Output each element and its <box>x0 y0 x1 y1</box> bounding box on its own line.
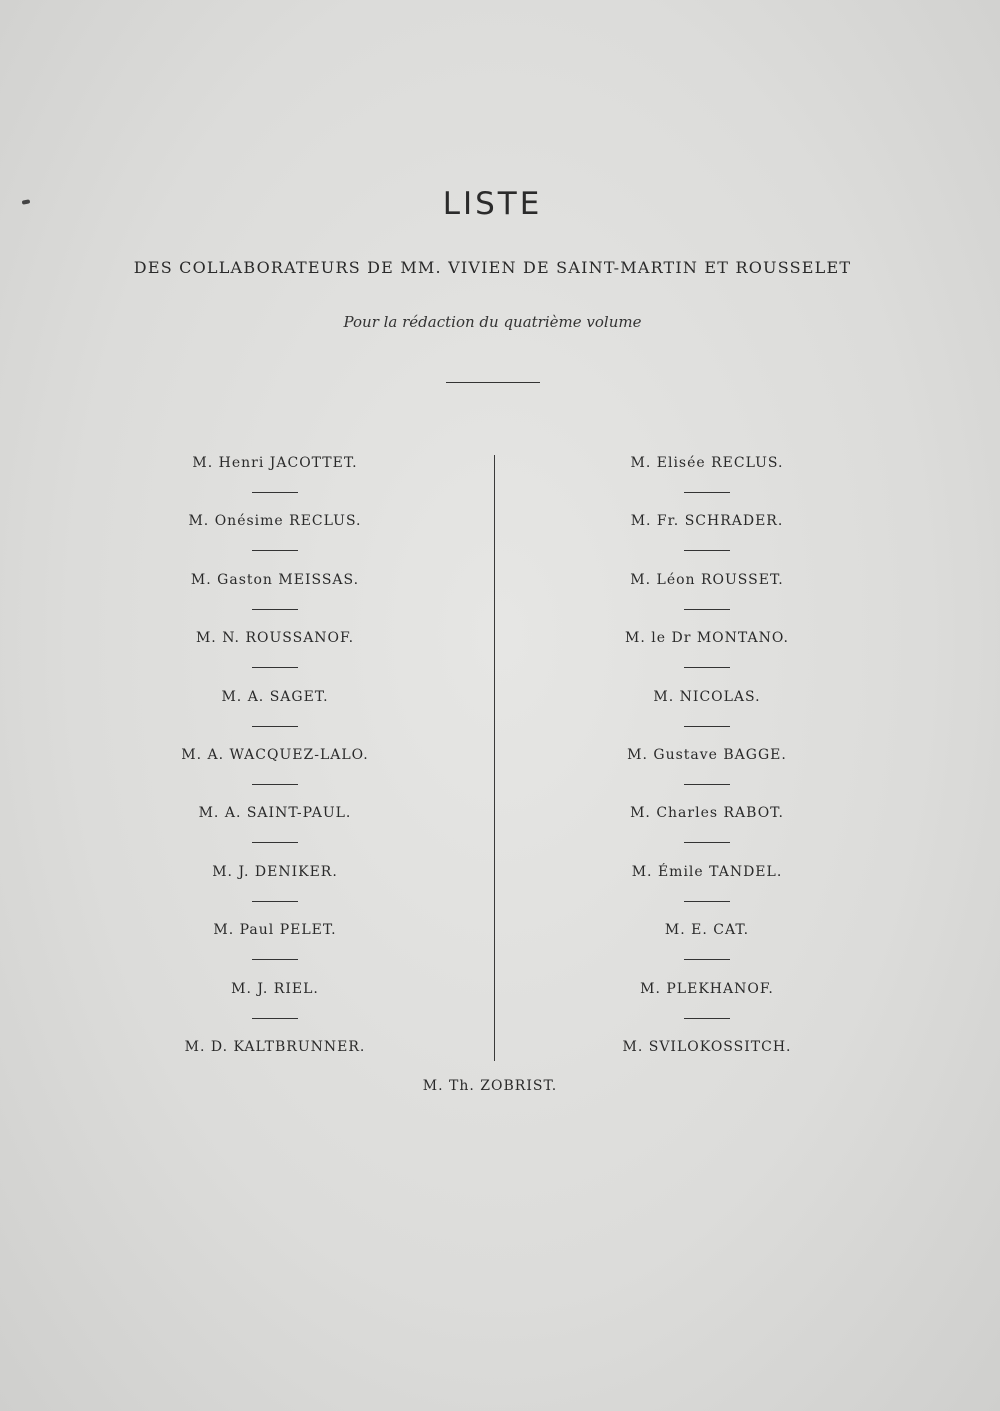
collaborator-name: M. Gustave BAGGE. <box>627 746 787 763</box>
collaborator-name: M. A. SAINT-PAUL. <box>198 805 352 822</box>
entry-separator <box>684 901 730 902</box>
collaborator-name: M. PLEKHANOF. <box>640 980 774 997</box>
entry-separator <box>252 784 298 785</box>
collaborator-name: M. J. DENIKER. <box>212 863 338 880</box>
collaborator-entry <box>160 686 390 744</box>
final-collaborator: M. Th. ZOBRIST. <box>422 1078 558 1094</box>
entry-separator <box>684 667 730 668</box>
right-column <box>592 452 822 1094</box>
collaborator-entry <box>592 978 822 1036</box>
collaborator-entry <box>592 452 822 510</box>
title-rule <box>446 382 540 383</box>
collaborator-entry <box>160 452 390 510</box>
collaborator-entry <box>592 744 822 802</box>
collaborator-entry <box>160 978 390 1036</box>
entry-separator <box>684 784 730 785</box>
collaborator-name: M. Léon ROUSSET. <box>630 571 784 588</box>
collaborator-name: M. A. WACQUEZ-LALO. <box>181 746 369 763</box>
collaborator-name: M. N. ROUSSANOF. <box>195 630 355 647</box>
entry-separator <box>684 1018 730 1019</box>
collaborator-name: M. Onésime RECLUS. <box>188 513 362 530</box>
page-subtitle: DES COLLABORATEURS DE MM. VIVIEN DE SAINT-MARTIN ET ROUSSELET <box>133 258 852 277</box>
entry-separator <box>684 842 730 843</box>
entry-separator <box>252 550 298 551</box>
entry-separator <box>684 726 730 727</box>
collaborator-name: M. Paul PELET. <box>213 922 337 939</box>
collaborator-entry <box>160 861 390 919</box>
entry-separator <box>252 492 298 493</box>
collaborator-name: M. Fr. SCHRADER. <box>630 513 784 530</box>
collaborator-name: M. J. RIEL. <box>231 980 319 997</box>
column-divider <box>494 455 495 1061</box>
collaborator-entry <box>160 744 390 802</box>
entry-separator <box>252 667 298 668</box>
entry-separator <box>252 609 298 610</box>
entry-separator <box>684 959 730 960</box>
entry-separator <box>252 1018 298 1019</box>
page-title: LISTE <box>442 186 543 222</box>
collaborator-entry <box>160 802 390 860</box>
collaborator-entry <box>592 569 822 627</box>
collaborator-entry <box>592 1036 822 1094</box>
collaborator-entry <box>160 627 390 685</box>
collaborator-entry <box>160 510 390 568</box>
collaborator-name: M. E. CAT. <box>664 922 750 939</box>
collaborator-name: M. Charles RABOT. <box>630 805 784 822</box>
collaborator-entry <box>592 861 822 919</box>
entry-separator <box>684 492 730 493</box>
collaborator-name: M. Elisée RECLUS. <box>630 455 784 471</box>
collaborator-entry <box>592 919 822 977</box>
collaborator-entry <box>160 1036 390 1094</box>
collaborator-name: M. le Dr MONTANO. <box>625 630 789 647</box>
left-column <box>160 452 390 1094</box>
collaborator-name: M. Émile TANDEL. <box>631 863 783 880</box>
volume-note: Pour la rédaction du quatrième volume <box>343 313 642 331</box>
entry-separator <box>252 726 298 727</box>
collaborator-name: M. SVILOKOSSITCH. <box>622 1038 792 1055</box>
collaborator-entry <box>592 802 822 860</box>
entry-separator <box>252 842 298 843</box>
collaborator-name: M. A. SAGET. <box>221 688 329 705</box>
entry-separator <box>684 609 730 610</box>
collaborator-name: M. D. KALTBRUNNER. <box>184 1038 366 1055</box>
collaborator-entry <box>592 627 822 685</box>
collaborator-name: M. NICOLAS. <box>653 688 761 705</box>
collaborator-entry <box>160 919 390 977</box>
entry-separator <box>252 959 298 960</box>
collaborator-name: M. Gaston MEISSAS. <box>190 571 360 588</box>
entry-separator <box>684 550 730 551</box>
collaborator-entry <box>160 569 390 627</box>
entry-separator <box>252 901 298 902</box>
collaborator-name: M. Henri JACOTTET. <box>192 455 358 471</box>
collaborator-entry <box>592 686 822 744</box>
collaborator-entry <box>592 510 822 568</box>
